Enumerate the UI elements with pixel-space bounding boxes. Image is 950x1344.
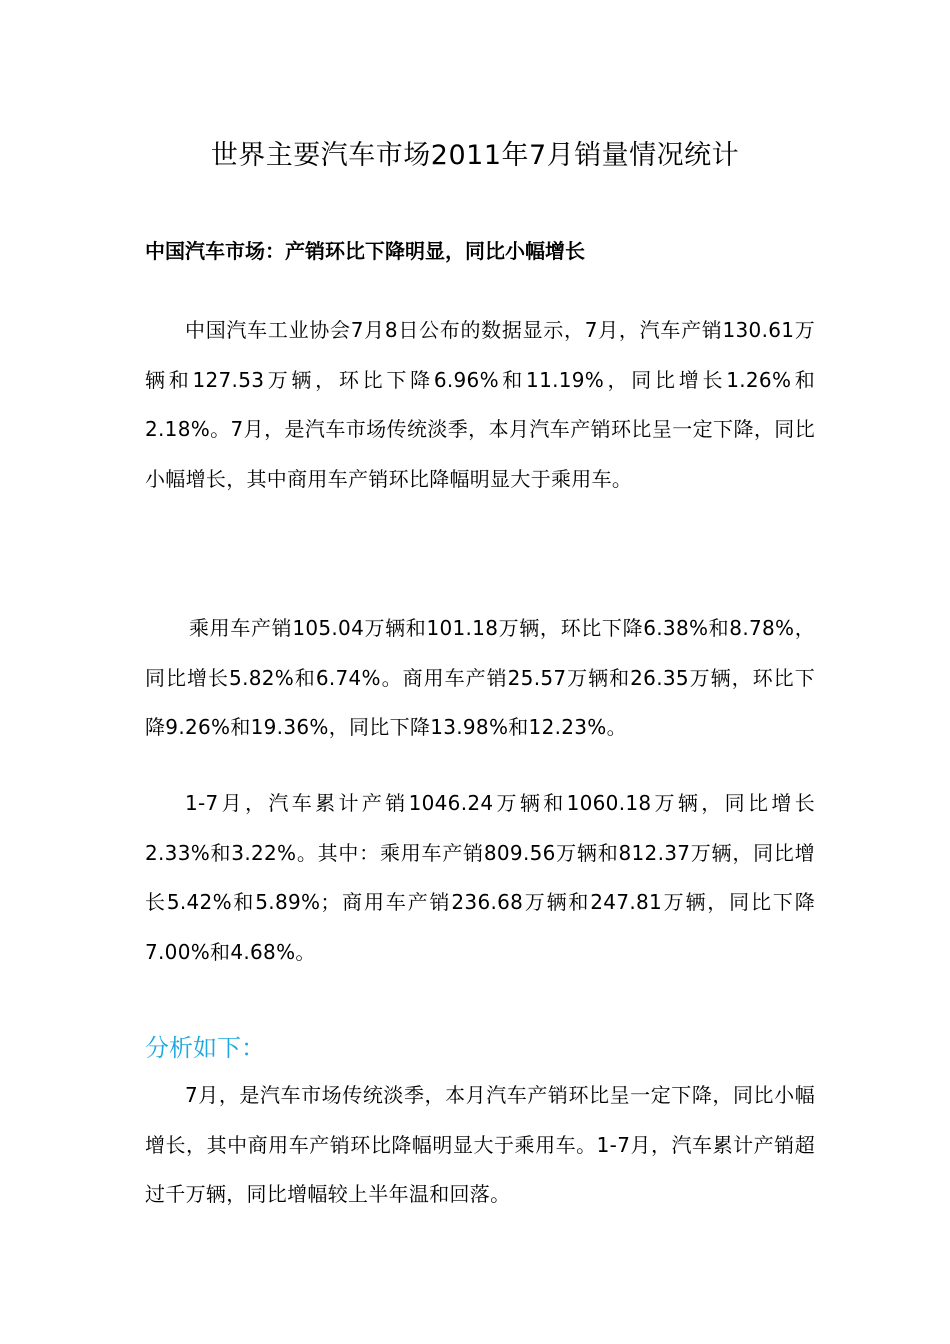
paragraph-overview: 中国汽车工业协会7月8日公布的数据显示，7月，汽车产销130.61万辆和127.53万辆，环比下降6.96%和11.19%，同比增长1.26%和2.18%。7月，是汽车市场传统淡季，本月汽车产销环比呈一定下降，同比小幅增长，其中商用车产销环比降幅明显大于乘用车。 [145, 318, 815, 491]
document-title: 世界主要汽车市场2011年7月销量情况统计 [210, 140, 740, 171]
section-heading: 中国汽车市场：产销环比下降明显，同比小幅增长 [145, 239, 585, 263]
paragraph-analysis: 7月，是汽车市场传统淡季，本月汽车产销环比呈一定下降，同比小幅增长，其中商用车产销环比降幅明显大于乘用车。1-7月，汽车累计产销超过千万辆，同比增幅较上半年温和回落。 [145, 1083, 815, 1206]
paragraph-passenger-commercial: 乘用车产销105.04万辆和101.18万辆，环比下降6.38%和8.78%，同比增长5.82%和6.74%。商用车产销25.57万辆和26.35万辆，环比下降9.26%和19.36%，同比下降13.98%和12.23%。 [145, 616, 815, 739]
analysis-heading: 分析如下： [145, 1034, 265, 1062]
paragraph-cumulative: 1-7月，汽车累计产销1046.24万辆和1060.18万辆，同比增长2.33%和3.22%。其中：乘用车产销809.56万辆和812.37万辆，同比增长5.42%和5.89%；商用车产销236.68万辆和247.81万辆，同比下降7.00%和4.68%。 [145, 791, 815, 964]
